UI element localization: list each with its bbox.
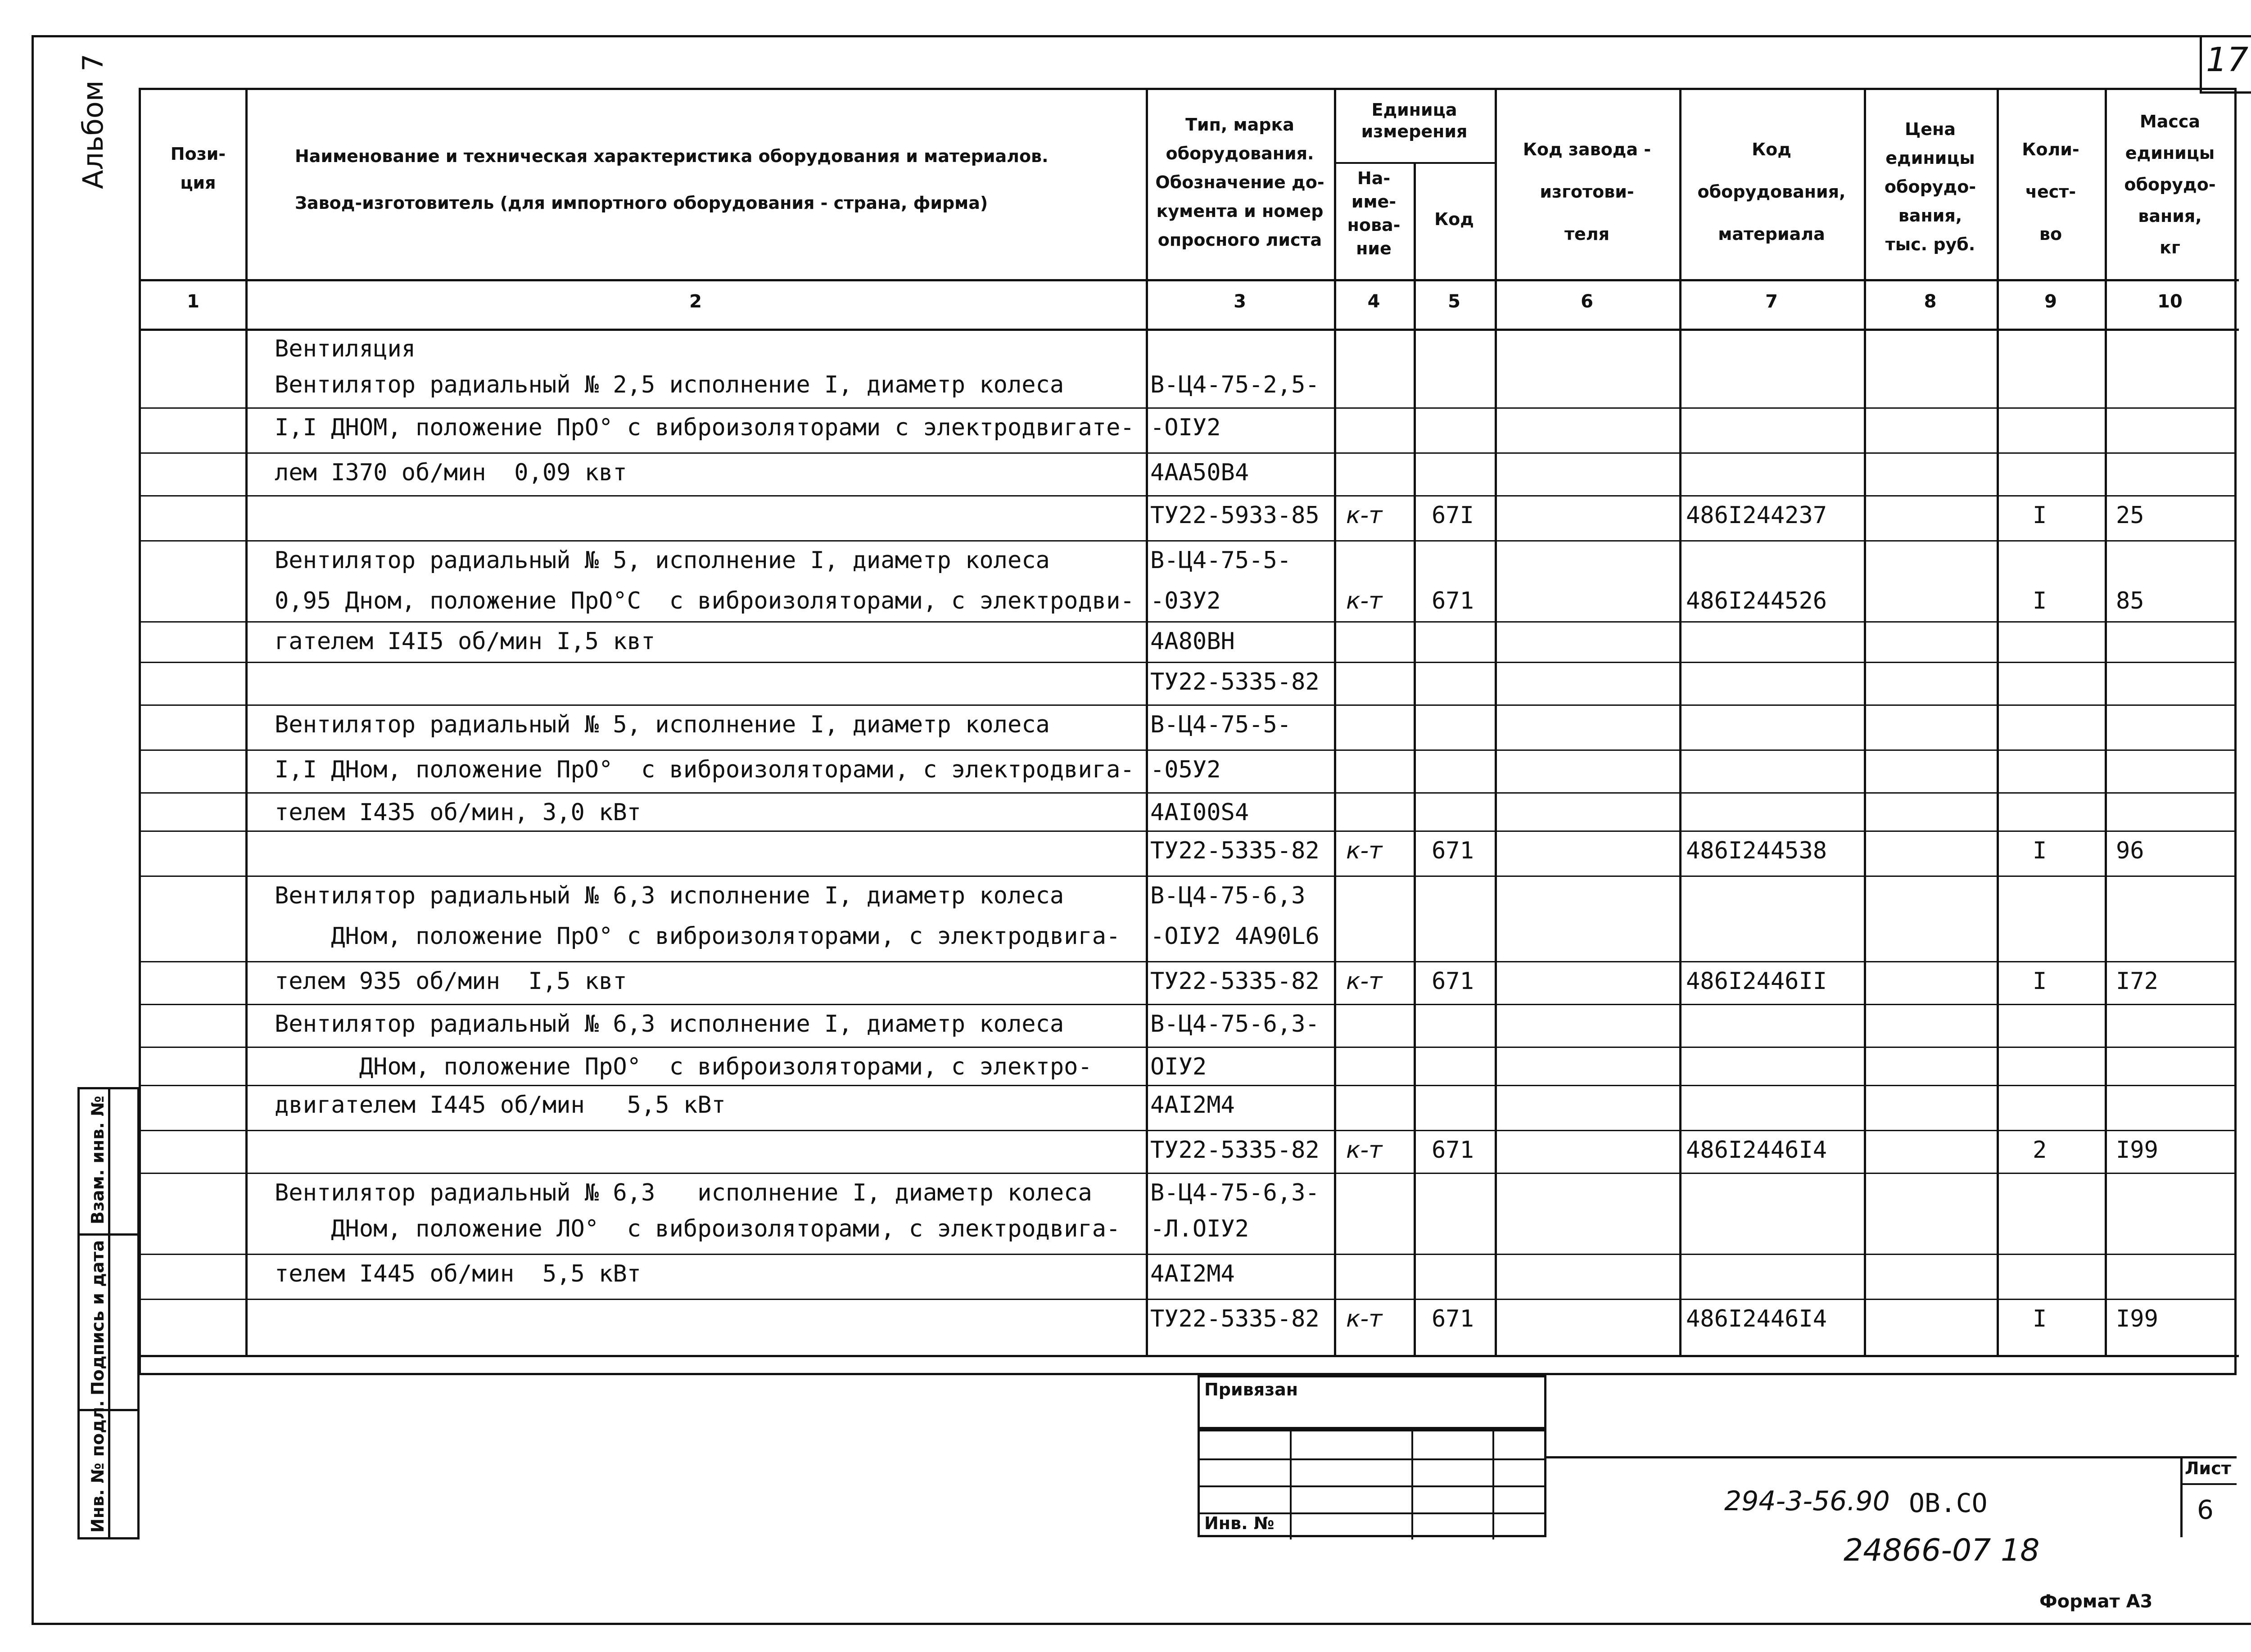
cell-qty: I [2033, 1305, 2047, 1332]
cell-type: -OIУ2 4А90L6 [1150, 923, 1320, 950]
row-divider [139, 1299, 2237, 1300]
cell-qty: I [2033, 968, 2047, 995]
cell-equip: 486I2446I4 [1686, 1305, 1827, 1332]
header-unit: Единица измерения [1361, 100, 1468, 141]
cell-name: ДНом, положение ПрО° с виброизоляторами, с электродвига- [275, 923, 1121, 950]
col-number-4: 4 [1367, 291, 1380, 312]
cell-name: Вентилятор радиальный № 6,3 исполнение I, диаметр колеса [275, 1179, 1092, 1206]
cell-equip: 486I244237 [1686, 502, 1827, 529]
header-factory-code: Код завода - изготови- теля [1523, 140, 1651, 244]
bottom-number: 24866-07 18 [1844, 1533, 2040, 1568]
format-label: Формат А3 [2039, 1591, 2153, 1612]
row-divider [139, 876, 2237, 877]
header-type: Тип, марка оборудования. Обозначение до- кумента и номер опросного листа [1155, 115, 1324, 250]
cell-equip: 486I244526 [1686, 587, 1827, 614]
cell-type: В-Ц4-75-6,3 [1150, 882, 1306, 909]
cell-name: двигателем I445 об/мин 5,5 кВт [275, 1092, 726, 1119]
cell-unit: к-т [1346, 1137, 1383, 1164]
cell-type: ТУ22-5335-82 [1150, 668, 1320, 695]
cell-name: телем I435 об/мин, 3,0 кВт [275, 799, 641, 826]
album-label: Альбом 7 [77, 54, 109, 189]
cell-mass: I99 [2116, 1305, 2158, 1332]
cell-code: 671 [1432, 587, 1474, 614]
header-name: Наименование и техническая характеристика оборудования и материалов. Завод-изготовитель (для импортного оборудования - страна, фирма) [295, 146, 1049, 213]
col-number-7: 7 [1765, 291, 1778, 312]
cell-name: гателем I4I5 об/мин I,5 квт [275, 628, 655, 655]
header-mass: Масса единицы оборудо- вания, кг [2124, 112, 2216, 257]
col-number-10: 10 [2157, 291, 2183, 312]
col-number-8: 8 [1924, 291, 1937, 312]
cell-type: ТУ22-5933-85 [1150, 502, 1320, 529]
cell-qty: 2 [2033, 1137, 2047, 1164]
cell-qty: I [2033, 587, 2047, 614]
row-divider [139, 792, 2237, 794]
cell-type: OIУ2 [1150, 1053, 1207, 1080]
cell-name: ДНом, положение ЛО° с виброизоляторами, с электродвига- [275, 1215, 1121, 1242]
col-number-9: 9 [2044, 291, 2057, 312]
cell-type: 4АI2М4 [1150, 1260, 1235, 1287]
cell-type: ТУ22-5335-82 [1150, 1137, 1320, 1164]
cell-type: 4АI00S4 [1150, 799, 1249, 826]
row-divider [139, 831, 2237, 832]
cell-unit: к-т [1346, 587, 1383, 614]
header-unit-code: Код [1434, 209, 1474, 229]
cell-type: ТУ22-5335-82 [1150, 837, 1320, 864]
cell-equip: 486I2446II [1686, 968, 1827, 995]
row-divider [139, 495, 2237, 497]
side-vzam-label: Взам. инв. № [88, 1096, 108, 1224]
cell-mass: 25 [2116, 502, 2144, 529]
list-number: 6 [2197, 1494, 2214, 1525]
row-divider [139, 621, 2237, 623]
cell-type: В-Ц4-75-5- [1150, 711, 1292, 738]
cell-type: ТУ22-5335-82 [1150, 968, 1320, 995]
col-number-5: 5 [1448, 291, 1460, 312]
row-divider [139, 1085, 2237, 1086]
header-unit-name: На- име- нова- ние [1347, 168, 1401, 258]
cell-unit: к-т [1346, 1305, 1383, 1332]
row-divider [139, 704, 2237, 706]
cell-code: 671 [1432, 968, 1474, 995]
cell-type: -03У2 [1150, 587, 1221, 614]
cell-mass: 85 [2116, 587, 2144, 614]
privyazan-label: Привязан [1204, 1380, 1298, 1399]
list-label: Лист [2185, 1458, 2231, 1478]
cell-name: Вентилятор радиальный № 5, исполнение I, диаметр колеса [275, 547, 1050, 574]
row-divider [139, 452, 2237, 454]
cell-code: 671 [1432, 1305, 1474, 1332]
cell-name: I,I ДНом, положение ПрО° с виброизоляторами, с электродвига- [275, 756, 1135, 783]
col-number-3: 3 [1234, 291, 1246, 312]
cell-type: В-Ц4-75-6,3- [1150, 1179, 1320, 1206]
cell-unit: к-т [1346, 837, 1383, 864]
cell-equip: 486I244538 [1686, 837, 1827, 864]
row-divider [139, 1130, 2237, 1131]
row-divider [139, 1173, 2237, 1174]
cell-name: Вентиляция [275, 335, 416, 362]
cell-type: 4АА50В4 [1150, 459, 1249, 486]
header-position: Пози- ция [170, 144, 226, 193]
cell-mass: I72 [2116, 968, 2158, 995]
cell-equip: 486I2446I4 [1686, 1137, 1827, 1164]
cell-type: В-Ц4-75-2,5- [1150, 371, 1320, 398]
cell-name: телем 935 об/мин I,5 квт [275, 968, 627, 995]
side-inv-podl-label: Инв. № подл. [88, 1400, 108, 1533]
col-number-1: 1 [187, 291, 199, 312]
inv-no-label: Инв. № [1204, 1513, 1275, 1533]
row-divider [139, 1047, 2237, 1048]
col-number-2: 2 [689, 291, 702, 312]
header-equipment-code: Код оборудования, материала [1697, 140, 1846, 244]
cell-qty: I [2033, 837, 2047, 864]
cell-mass: I99 [2116, 1137, 2158, 1164]
row-divider [139, 749, 2237, 751]
cell-name: I,I ДНОМ, положение ПрО° с виброизоляторами с электродвигате- [275, 414, 1135, 441]
cell-code: 671 [1432, 1137, 1474, 1164]
cell-unit: к-т [1346, 502, 1383, 529]
cell-type: ТУ22-5335-82 [1150, 1305, 1320, 1332]
row-divider [139, 407, 2237, 409]
cell-name: Вентилятор радиальный № 6,3 исполнение I, диаметр колеса [275, 1011, 1064, 1038]
document-code: ОВ.СО [1909, 1488, 1988, 1518]
cell-code: 671 [1432, 837, 1474, 864]
sheet-number: 17 [2206, 41, 2249, 79]
cell-type: -OIУ2 [1150, 414, 1221, 441]
cell-name: лем I370 об/мин 0,09 квт [275, 459, 627, 486]
cell-name: ДНом, положение ПрО° с виброизоляторами, с электро- [275, 1053, 1092, 1080]
cell-name: Вентилятор радиальный № 5, исполнение I, диаметр колеса [275, 711, 1050, 738]
row-divider [139, 662, 2237, 663]
cell-type: -05У2 [1150, 756, 1221, 783]
cell-type: 4А80ВН [1150, 628, 1235, 655]
cell-type: -Л.OIУ2 [1150, 1215, 1249, 1242]
header-quantity: Коли- чест- во [2022, 140, 2079, 244]
row-divider [139, 961, 2237, 962]
cell-mass: 96 [2116, 837, 2144, 864]
side-podpis-label: Подпись и дата [88, 1240, 108, 1395]
cell-name: Вентилятор радиальный № 2,5 исполнение I, диаметр колеса [275, 371, 1064, 398]
cell-type: В-Ц4-75-6,3- [1150, 1011, 1320, 1038]
col-number-6: 6 [1581, 291, 1593, 312]
cell-name: 0,95 Дном, положение ПрО°С с виброизоляторами, с электродви- [275, 587, 1135, 614]
cell-type: В-Ц4-75-5- [1150, 547, 1292, 574]
cell-type: 4АI2М4 [1150, 1092, 1235, 1119]
header-price: Цена единицы оборудо- вания, тыс. руб. [1884, 119, 1976, 254]
cell-unit: к-т [1346, 968, 1383, 995]
document-code-handwritten: 294-3-56.90 [1724, 1485, 1890, 1517]
cell-code: 67I [1432, 502, 1474, 529]
row-divider [139, 1004, 2237, 1005]
cell-name: Вентилятор радиальный № 6,3 исполнение I, диаметр колеса [275, 882, 1064, 909]
cell-qty: I [2033, 502, 2047, 529]
cell-name: телем I445 об/мин 5,5 кВт [275, 1260, 641, 1287]
row-divider [139, 540, 2237, 542]
row-divider [139, 1254, 2237, 1255]
